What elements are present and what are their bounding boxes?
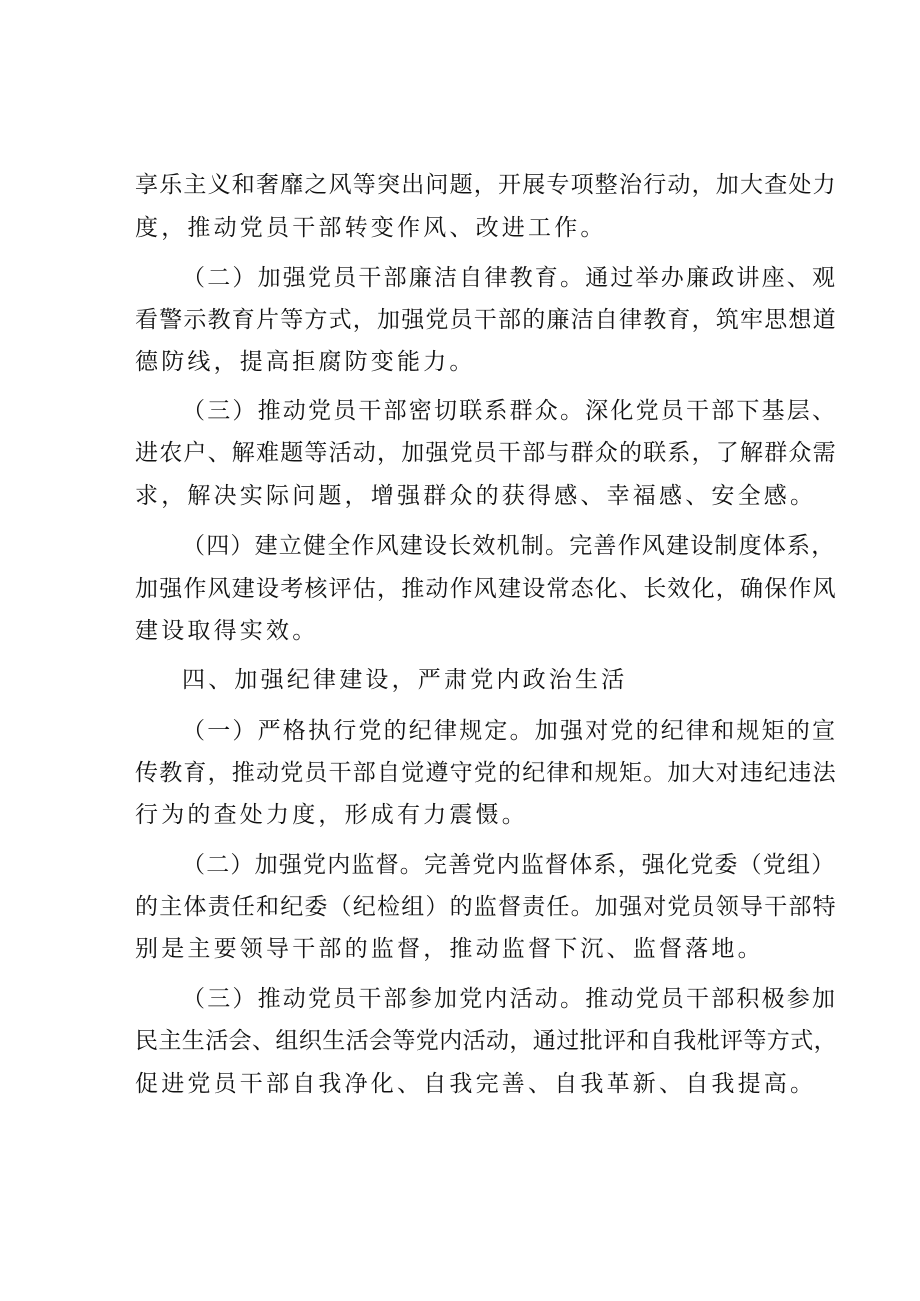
text-line: 的主体责任和纪委（纪检组）的监督责任。加强对党员领导干部特 [135, 894, 837, 920]
text-line: （三）推动党员干部密切联系群众。深化党员干部下基层、 [182, 398, 838, 424]
text-line: 传教育，推动党员干部自觉遵守党的纪律和规矩。加大对违纪违法 [135, 760, 837, 786]
text-line: 别是主要领导干部的监督，推动监督下沉、监督落地。 [135, 936, 764, 962]
text-line: 建设取得实效。 [135, 618, 319, 644]
text-line: （二）加强党内监督。完善党内监督体系，强化党委（党组） [182, 852, 836, 878]
text-line: 促进党员干部自我净化、自我完善、自我革新、自我提高。 [135, 1071, 817, 1097]
text-line: 进农户、解难题等活动，加强党员干部与群众的联系，了解群众需 [135, 440, 837, 466]
text-line: 加强作风建设考核评估，推动作风建设常态化、长效化，确保作风 [135, 576, 837, 602]
text-line: 民主生活会、组织生活会等党内活动，通过批评和自我枇评等方式， [135, 1028, 837, 1054]
text-line: 度，推动党员干部转变作风、改进工作。 [135, 215, 607, 241]
text-line: 德防线，提高拒腐防变能力。 [135, 349, 476, 375]
text-line: 看警示教育片等方式，加强党员干部的廉洁自律教育，筑牢思想道 [135, 307, 837, 333]
section-heading: 四、加强纪律建设，严肃党内政治生活 [182, 667, 628, 693]
text-line: （一）严格执行党的纪律规定。加强对党的纪律和规矩的宣 [182, 718, 838, 744]
text-line: 享乐主义和奢靡之风等突出问题，开展专项整治行动，加大查处力 [135, 172, 837, 198]
text-line: （四）建立健全作风建设长效机制。完善作风建设制度体系， [182, 533, 836, 559]
text-line: （二）加强党员干部廉洁自律教育。通过举办廉政讲座、观 [182, 265, 838, 291]
text-line: 求，解决实际问题，增强群众的获得感、幸福感、安全感。 [135, 483, 817, 509]
text-line: （三）推动党员干部参加党内活动。推动党员干部积极参加 [182, 986, 838, 1012]
text-line: 行为的查处力度，形成有力震慑。 [135, 802, 528, 828]
